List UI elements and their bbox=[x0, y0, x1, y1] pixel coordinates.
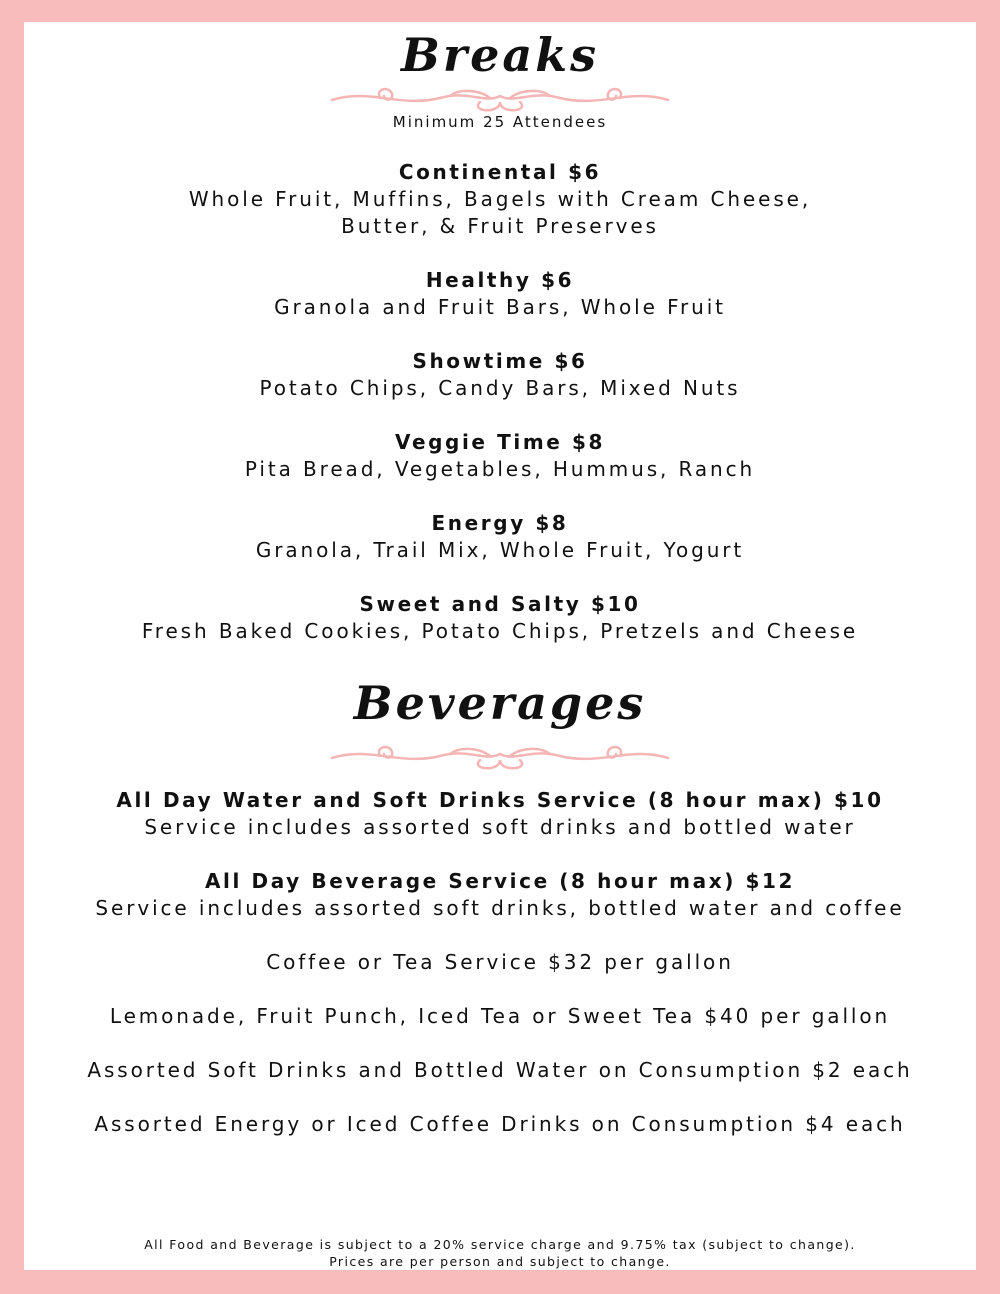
beverage-extra: Lemonade, Fruit Punch, Iced Tea or Sweet Tea $40 per gallon bbox=[109, 1004, 891, 1028]
item-title: Showtime $6 bbox=[412, 349, 588, 373]
item-title: Healthy $6 bbox=[425, 268, 575, 292]
minimum-attendees: Minimum 25 Attendees bbox=[392, 113, 608, 131]
item-desc: Fresh Baked Cookies, Potato Chips, Pretzels and Cheese bbox=[141, 619, 859, 643]
item-title: All Day Beverage Service (8 hour max) $12 bbox=[204, 869, 796, 893]
item-desc: Pita Bread, Vegetables, Hummus, Ranch bbox=[244, 457, 756, 481]
item-desc: Service includes assorted soft drinks and bottled water bbox=[144, 815, 856, 839]
item-title: Veggie Time $8 bbox=[394, 430, 606, 454]
item-desc: Service includes assorted soft drinks, bottled water and coffee bbox=[95, 896, 905, 920]
footer-note: Prices are per person and subject to change. bbox=[329, 1254, 671, 1269]
item-title: Sweet and Salty $10 bbox=[359, 592, 641, 616]
beverages-heading: Beverages bbox=[353, 676, 647, 730]
item-title: Continental $6 bbox=[398, 160, 602, 184]
item-desc: Whole Fruit, Muffins, Bagels with Cream Cheese, bbox=[188, 187, 812, 211]
item-desc: Butter, & Fruit Preserves bbox=[341, 214, 659, 238]
beverage-extra: Assorted Energy or Iced Coffee Drinks on Consumption $4 each bbox=[94, 1112, 906, 1136]
item-desc: Potato Chips, Candy Bars, Mixed Nuts bbox=[259, 376, 741, 400]
item-desc: Granola, Trail Mix, Whole Fruit, Yogurt bbox=[255, 538, 745, 562]
beverage-extra: Assorted Soft Drinks and Bottled Water on Consumption $2 each bbox=[87, 1058, 913, 1082]
flourish-divider-icon bbox=[330, 84, 670, 114]
footer-note: All Food and Beverage is subject to a 20% service charge and 9.75% tax (subject to change). bbox=[144, 1237, 856, 1252]
item-title: Energy $8 bbox=[431, 511, 569, 535]
item-desc: Granola and Fruit Bars, Whole Fruit bbox=[274, 295, 726, 319]
beverage-extra: Coffee or Tea Service $32 per gallon bbox=[266, 950, 734, 974]
breaks-heading: Breaks bbox=[401, 28, 599, 82]
item-title: All Day Water and Soft Drinks Service (8 hour max) $10 bbox=[116, 788, 884, 812]
flourish-divider-icon bbox=[330, 742, 670, 772]
